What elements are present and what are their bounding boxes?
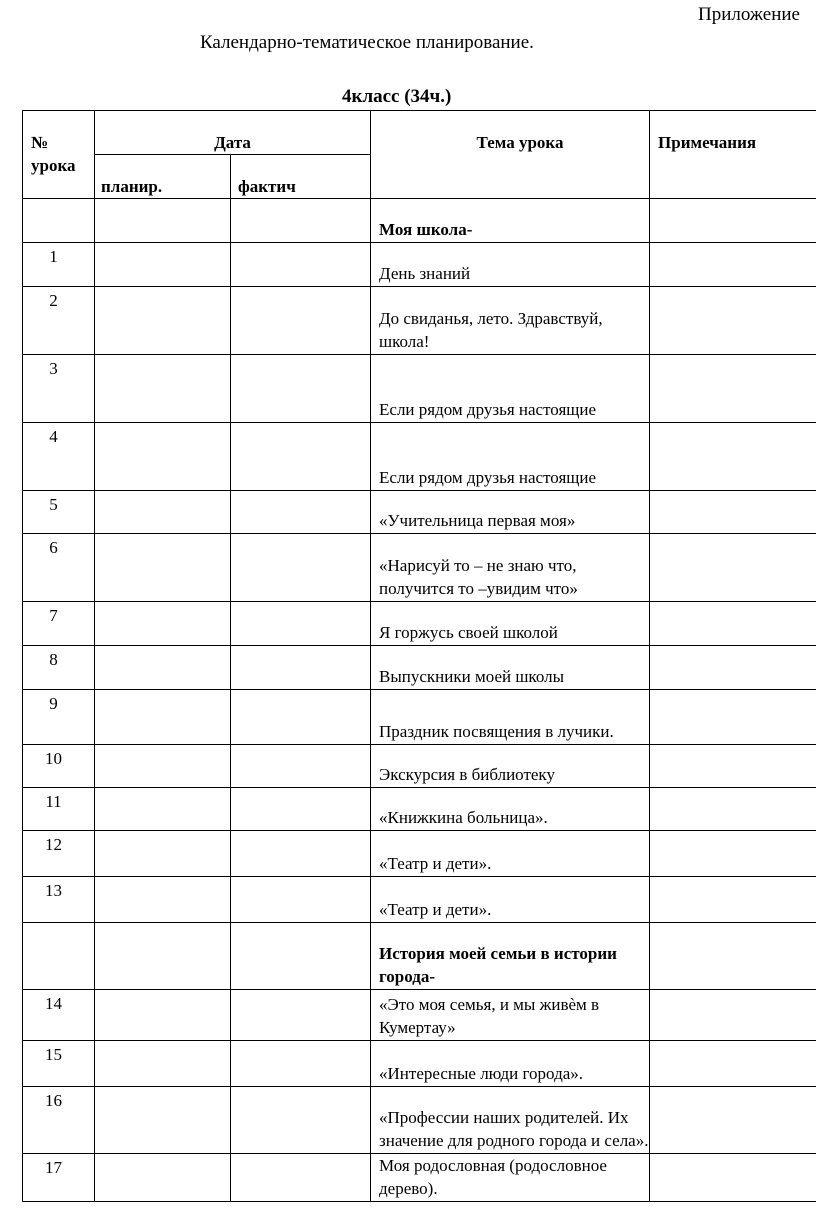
lesson-plan-table: [22, 110, 816, 1202]
notes-cell: [650, 491, 816, 534]
notes-cell: [650, 1041, 816, 1087]
lesson-rows: [23, 199, 816, 1202]
lesson-number: 6: [23, 534, 95, 602]
header-lesson-number-line1: №: [31, 133, 49, 152]
actual-date-cell: [231, 877, 371, 923]
header-planned: планир.: [95, 155, 231, 199]
actual-date-cell: [231, 602, 371, 646]
lesson-topic: «Нарисуй то – не знаю что, получится то –увидим что»: [379, 556, 578, 598]
lesson-number: 2: [23, 287, 95, 355]
lesson-topic: «Это моя семья, и мы живѐм в Кумертау»: [379, 995, 600, 1037]
lesson-number: 15: [23, 1041, 95, 1087]
notes-cell: [650, 646, 816, 690]
lesson-number: 17: [23, 1154, 95, 1202]
lesson-topic-cell: [371, 243, 650, 287]
table-row: [23, 990, 816, 1041]
appendix-label: Приложение: [698, 4, 800, 25]
table-row: [23, 1041, 816, 1087]
table-row: [23, 831, 816, 877]
notes-cell: [650, 423, 816, 491]
lesson-topic: До свиданья, лето. Здравствуй, школа!: [379, 309, 603, 351]
lesson-topic: Праздник посвящения в лучики.: [379, 722, 614, 741]
notes-cell: [650, 831, 816, 877]
actual-date-cell: [231, 1041, 371, 1087]
header-date: Дата: [95, 111, 371, 155]
notes-cell: [650, 923, 816, 990]
lesson-topic-cell: [371, 602, 650, 646]
planned-date-cell: [95, 1087, 231, 1154]
header-lesson-number: [23, 111, 95, 199]
lesson-topic-cell: [371, 923, 650, 990]
lesson-topic: «Театр и дети».: [379, 854, 492, 873]
lesson-number: 1: [23, 243, 95, 287]
section-title: История моей семьи в истории города-: [379, 944, 617, 986]
actual-date-cell: [231, 831, 371, 877]
notes-cell: [650, 602, 816, 646]
page-title: Календарно-тематическое планирование.: [200, 32, 534, 53]
lesson-number: 10: [23, 745, 95, 788]
notes-cell: [650, 788, 816, 831]
actual-date-cell: [231, 690, 371, 745]
table-row: [23, 423, 816, 491]
lesson-number: 13: [23, 877, 95, 923]
lesson-topic-cell: [371, 534, 650, 602]
planned-date-cell: [95, 1154, 231, 1202]
lesson-topic: «Театр и дети».: [379, 900, 492, 919]
lesson-topic-cell: [371, 745, 650, 788]
planned-date-cell: [95, 491, 231, 534]
actual-date-cell: [231, 990, 371, 1041]
lesson-number: 14: [23, 990, 95, 1041]
planned-date-cell: [95, 243, 231, 287]
notes-cell: [650, 243, 816, 287]
section-row: [23, 923, 816, 990]
table-row: [23, 355, 816, 423]
planned-date-cell: [95, 745, 231, 788]
lesson-number: 11: [23, 788, 95, 831]
lesson-topic: Я горжусь своей школой: [379, 623, 558, 642]
table-row: [23, 243, 816, 287]
grade-heading: 4класс (34ч.): [342, 86, 452, 107]
lesson-number: 5: [23, 491, 95, 534]
lesson-number: [23, 923, 95, 990]
table-row: [23, 646, 816, 690]
section-row: [23, 199, 816, 243]
notes-cell: [650, 877, 816, 923]
planned-date-cell: [95, 690, 231, 745]
table-row: [23, 877, 816, 923]
notes-cell: [650, 534, 816, 602]
lesson-number: [23, 199, 95, 243]
planned-date-cell: [95, 646, 231, 690]
planned-date-cell: [95, 831, 231, 877]
planned-date-cell: [95, 877, 231, 923]
table-row: [23, 788, 816, 831]
lesson-topic-cell: [371, 690, 650, 745]
planned-date-cell: [95, 423, 231, 491]
table-row: [23, 1154, 816, 1202]
planned-date-cell: [95, 355, 231, 423]
lesson-topic-cell: [371, 287, 650, 355]
lesson-number: 8: [23, 646, 95, 690]
lesson-topic: День знаний: [379, 264, 471, 283]
table-row: [23, 602, 816, 646]
lesson-topic: Если рядом друзья настоящие: [379, 468, 597, 487]
notes-cell: [650, 1154, 816, 1202]
section-title: Моя школа-: [379, 220, 473, 239]
actual-date-cell: [231, 646, 371, 690]
lesson-topic: Моя родословная (родословное дерево).: [379, 1156, 607, 1198]
header-notes: Примечания: [650, 111, 816, 199]
header-lesson-number-line2: урока: [31, 156, 76, 175]
planned-date-cell: [95, 534, 231, 602]
lesson-topic-cell: [371, 646, 650, 690]
notes-cell: [650, 1087, 816, 1154]
lesson-topic-cell: [371, 491, 650, 534]
lesson-topic: Если рядом друзья настоящие: [379, 400, 597, 419]
actual-date-cell: [231, 788, 371, 831]
lesson-topic-cell: [371, 199, 650, 243]
lesson-number: 4: [23, 423, 95, 491]
actual-date-cell: [231, 534, 371, 602]
lesson-topic: Выпускники моей школы: [379, 667, 565, 686]
table-row: [23, 491, 816, 534]
lesson-topic-cell: [371, 990, 650, 1041]
actual-date-cell: [231, 355, 371, 423]
lesson-number: 3: [23, 355, 95, 423]
actual-date-cell: [231, 1087, 371, 1154]
actual-date-cell: [231, 287, 371, 355]
planned-date-cell: [95, 923, 231, 990]
lesson-topic: Экскурсия в библиотеку: [379, 765, 555, 784]
table-row: [23, 287, 816, 355]
actual-date-cell: [231, 491, 371, 534]
lesson-number: 9: [23, 690, 95, 745]
table-row: [23, 745, 816, 788]
lesson-topic: «Книжкина больница».: [379, 808, 548, 827]
lesson-topic: «Интересные люди города».: [379, 1064, 584, 1083]
lesson-topic-cell: [371, 355, 650, 423]
actual-date-cell: [231, 923, 371, 990]
planned-date-cell: [95, 990, 231, 1041]
planned-date-cell: [95, 602, 231, 646]
planned-date-cell: [95, 788, 231, 831]
lesson-topic-cell: [371, 1041, 650, 1087]
notes-cell: [650, 990, 816, 1041]
planned-date-cell: [95, 1041, 231, 1087]
actual-date-cell: [231, 745, 371, 788]
notes-cell: [650, 355, 816, 423]
lesson-number: 16: [23, 1087, 95, 1154]
lesson-number: 12: [23, 831, 95, 877]
notes-cell: [650, 199, 816, 243]
lesson-topic: «Учительница первая моя»: [379, 511, 576, 530]
lesson-topic-cell: [371, 831, 650, 877]
table-row: [23, 534, 816, 602]
actual-date-cell: [231, 1154, 371, 1202]
notes-cell: [650, 287, 816, 355]
lesson-topic-cell: [371, 1087, 650, 1154]
planned-date-cell: [95, 287, 231, 355]
lesson-topic-cell: [371, 1154, 650, 1202]
lesson-topic-cell: [371, 423, 650, 491]
planned-date-cell: [95, 199, 231, 243]
notes-cell: [650, 690, 816, 745]
actual-date-cell: [231, 243, 371, 287]
lesson-number: 7: [23, 602, 95, 646]
table-row: [23, 690, 816, 745]
header-topic: Тема урока: [371, 111, 650, 199]
table-row: [23, 1087, 816, 1154]
notes-cell: [650, 745, 816, 788]
header-actual: фактич: [231, 155, 371, 199]
lesson-topic-cell: [371, 788, 650, 831]
lesson-topic: «Профессии наших родителей. Их значение для родного города и села».: [379, 1108, 649, 1150]
actual-date-cell: [231, 423, 371, 491]
lesson-topic-cell: [371, 877, 650, 923]
actual-date-cell: [231, 199, 371, 243]
